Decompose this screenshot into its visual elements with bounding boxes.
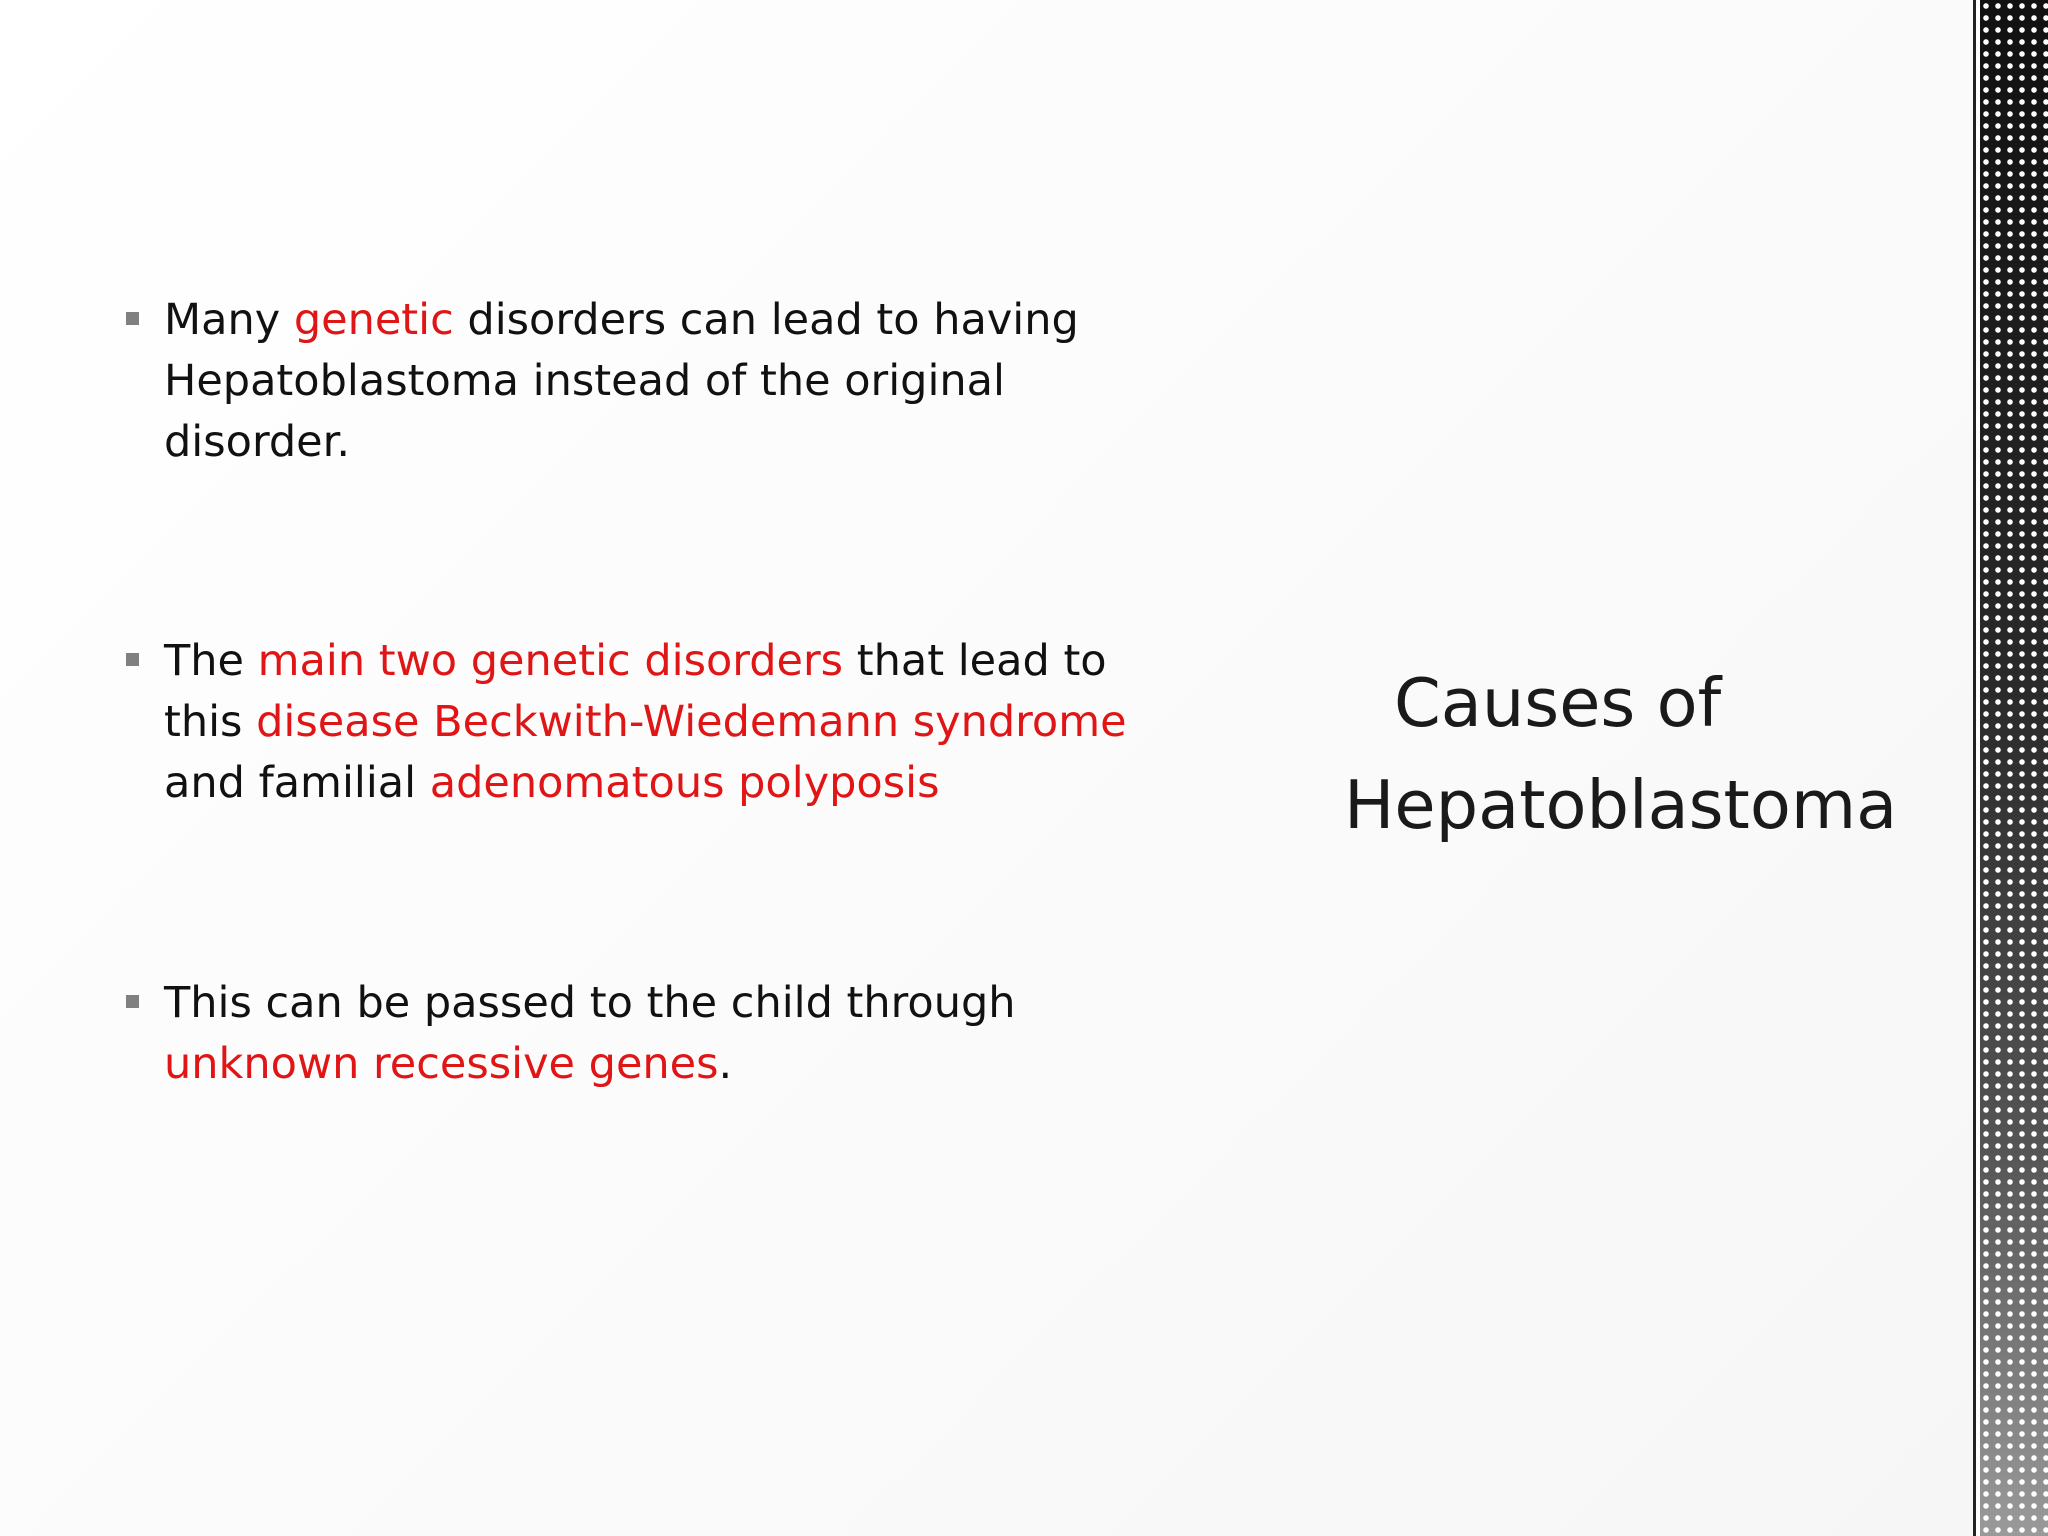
text-segment: . (718, 1039, 733, 1089)
highlight-segment: unknown recessive genes (164, 1039, 719, 1089)
slide-title (1300, 652, 1900, 856)
square-bullet-icon (126, 312, 139, 325)
slide-title-line1: Causes of (1394, 664, 1722, 742)
highlight-segment: main two genetic disorders (257, 636, 844, 686)
highlight-segment: genetic (293, 295, 454, 345)
text-segment: Many (164, 295, 294, 345)
side-decoration-strip (1976, 0, 2048, 1536)
text-segment: that lead to this (164, 636, 1107, 747)
slide-title-line2: Hepatoblastoma (1344, 766, 1898, 844)
text-segment: and familial (164, 758, 430, 808)
bullet-text (164, 631, 1174, 814)
text-segment: disorders can lead to having Hepatoblastoma instead of the original disorder. (164, 295, 1079, 467)
highlight-segment: disease Beckwith-Wiedemann syndrome (256, 697, 1127, 747)
bullet-text (164, 290, 1174, 473)
text-segment: The (164, 636, 258, 686)
highlight-segment: adenomatous polyposis (429, 758, 940, 808)
square-bullet-icon (126, 653, 139, 666)
square-bullet-icon (126, 995, 139, 1008)
text-segment: This can be passed to the child through (164, 978, 1016, 1028)
bullet-text (164, 973, 1174, 1095)
